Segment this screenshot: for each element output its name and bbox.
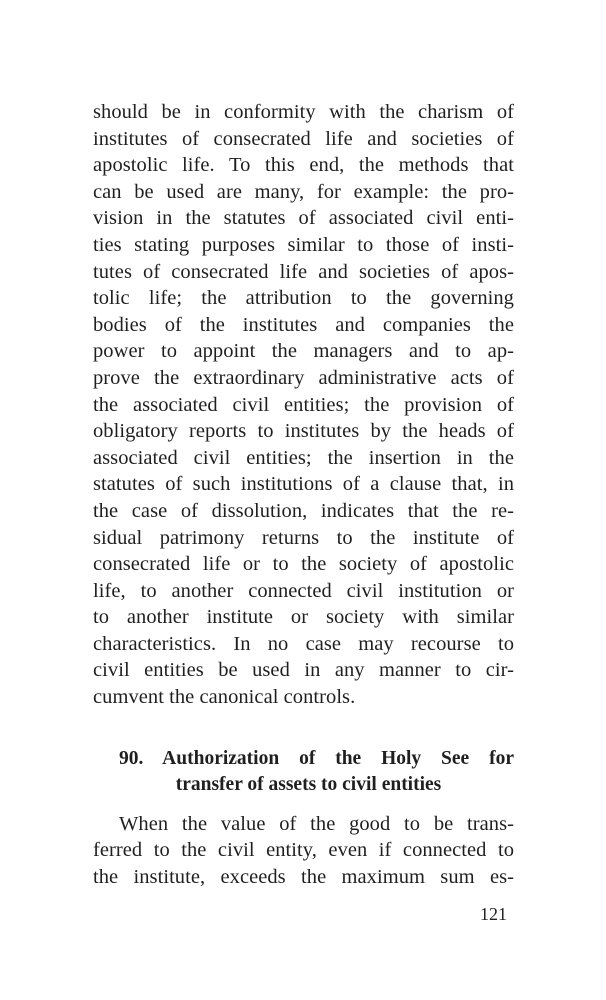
- text-line: tutes of consecrated life and societies of apos-: [93, 260, 514, 283]
- page-number: 121: [480, 904, 507, 924]
- text-line: sidual patrimony returns to the institute of: [93, 526, 514, 549]
- section-heading-line-2: transfer of assets to civil entities: [175, 773, 442, 795]
- text-line: tolic life; the attribution to the governing: [93, 287, 514, 310]
- text-line: cumvent the canonical controls.: [93, 686, 356, 709]
- text-line: the case of dissolution, indicates that the re-: [93, 499, 514, 522]
- text-line: the institute, exceeds the maximum sum es-: [93, 865, 514, 888]
- text-line: ferred to the civil entity, even if connected to: [93, 839, 514, 862]
- text-line: to another institute or society with similar: [93, 606, 514, 629]
- text-line: the associated civil entities; the provision of: [93, 393, 514, 416]
- text-line: should be in conformity with the charism of: [93, 101, 514, 123]
- section-heading-line-1: 90. Authorization of the Holy See for: [119, 747, 514, 769]
- text-line: consecrated life or to the society of apostolic: [93, 553, 514, 576]
- section-heading: [93, 746, 514, 798]
- text-line: life, to another connected civil institution or: [93, 579, 514, 602]
- text-line: institutes of consecrated life and societies of: [93, 127, 514, 150]
- text-line: power to appoint the managers and to ap-: [93, 340, 514, 363]
- text-line: statutes of such institutions of a clause that, in: [93, 473, 514, 496]
- text-line: prove the extraordinary administrative acts of: [93, 366, 514, 389]
- text-line: civil entities be used in any manner to cir-: [93, 659, 514, 682]
- body-paragraph: [93, 99, 514, 711]
- text-line: characteristics. In no case may recourse to: [93, 632, 514, 655]
- text-line: obligatory reports to institutes by the heads of: [93, 420, 514, 443]
- text-line: ties stating purposes similar to those of insti-: [93, 233, 514, 256]
- text-line: bodies of the institutes and companies the: [93, 313, 514, 336]
- text-line: associated civil entities; the insertion in the: [93, 446, 514, 469]
- body-paragraph: [93, 811, 514, 891]
- text-line: apostolic life. To this end, the methods that: [93, 154, 514, 177]
- document-page: [93, 99, 514, 890]
- text-line: can be used are many, for example: the pro-: [93, 180, 514, 203]
- text-line: vision in the statutes of associated civil enti-: [93, 207, 514, 230]
- text-line: When the value of the good to be trans-: [119, 812, 514, 835]
